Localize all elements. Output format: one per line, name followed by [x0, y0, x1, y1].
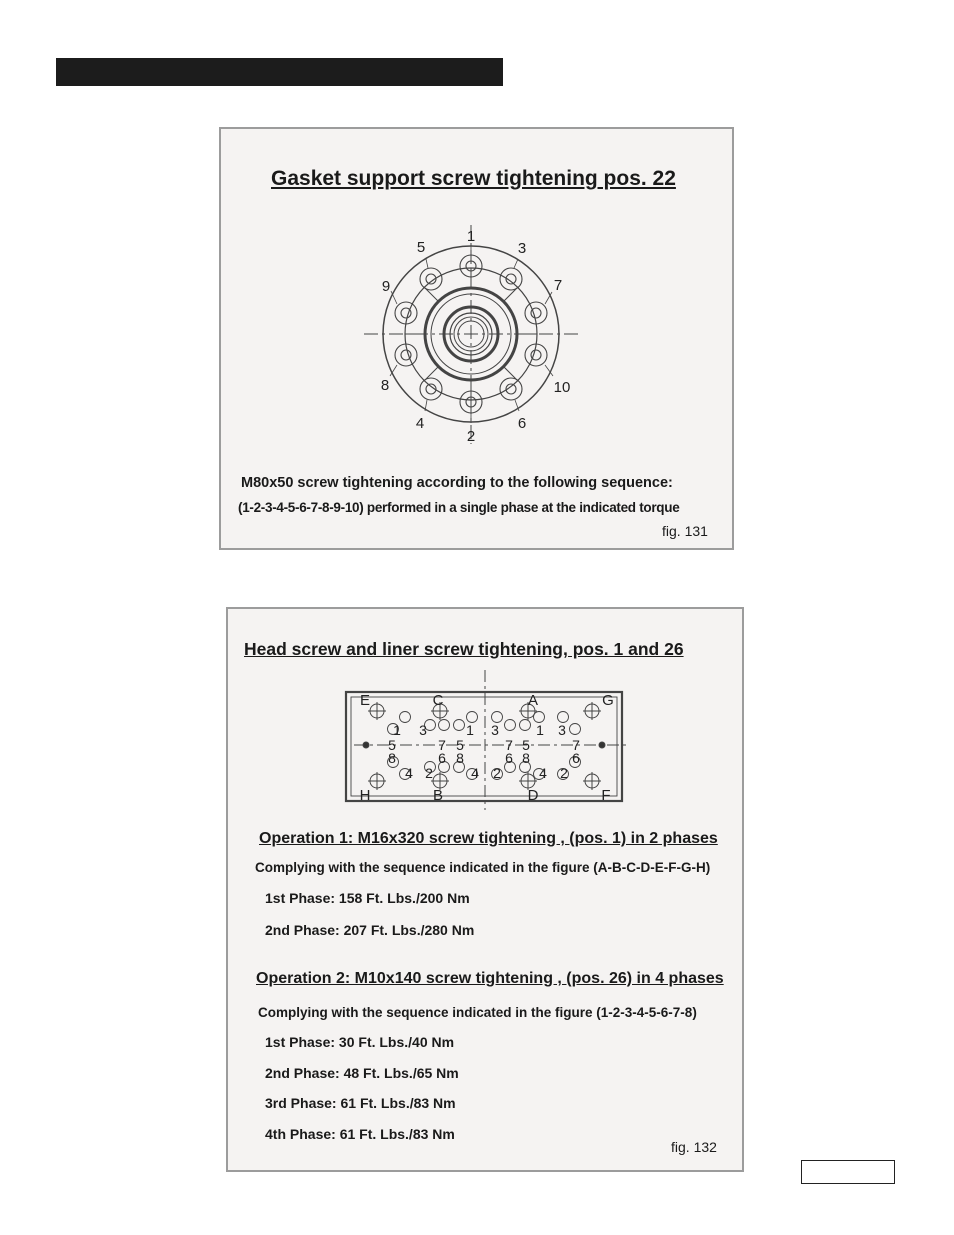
page-number-box	[801, 1160, 895, 1184]
liner-screw-number: 5	[522, 737, 530, 753]
liner-screw-number: 5	[456, 737, 464, 753]
liner-screw-number: 5	[388, 737, 396, 753]
liner-screw-number: 2	[560, 765, 568, 781]
screw-number: 2	[466, 428, 476, 445]
figure-131-title: Gasket support screw tightening pos. 22	[271, 167, 676, 190]
liner-screw-number: 7	[572, 737, 580, 753]
operation-2-title: Operation 2: M10x140 screw tightening , (pos. 26) in 4 phases	[256, 970, 724, 987]
figure-131-caption: fig. 131	[662, 523, 708, 539]
operation-2-phase: 4th Phase: 61 Ft. Lbs./83 Nm	[265, 1126, 455, 1142]
head-screw-label: F	[601, 787, 611, 804]
liner-screw-number: 1	[536, 722, 544, 738]
operation-1-phase: 2nd Phase: 207 Ft. Lbs./280 Nm	[265, 922, 475, 938]
head-screw-label: D	[527, 787, 539, 804]
liner-screw-number: 2	[425, 765, 433, 781]
liner-screw-number: 3	[419, 722, 427, 738]
head-screw-label: B	[432, 787, 444, 804]
screw-number: 10	[553, 379, 571, 396]
screw-number: 4	[415, 415, 425, 432]
screw-number: 1	[466, 228, 476, 245]
screw-number: 8	[380, 377, 390, 394]
operation-1-sequence: Complying with the sequence indicated in the figure (A-B-C-D-E-F-G-H)	[255, 860, 711, 875]
liner-screw-number: 7	[438, 737, 446, 753]
liner-screw-number: 7	[505, 737, 513, 753]
liner-screw-number: 6	[572, 750, 580, 766]
operation-2-phase: 2nd Phase: 48 Ft. Lbs./65 Nm	[265, 1065, 459, 1081]
liner-screw-number: 3	[491, 722, 499, 738]
liner-screw-number: 1	[393, 722, 401, 738]
liner-screw-number: 6	[505, 750, 513, 766]
liner-screw-number: 4	[471, 765, 479, 781]
liner-screw-number: 4	[405, 765, 413, 781]
liner-screw-number: 4	[539, 765, 547, 781]
liner-screw-number: 8	[388, 750, 396, 766]
head-screw-label: A	[527, 692, 539, 709]
liner-screw-number: 2	[493, 765, 501, 781]
head-screw-label: H	[359, 787, 371, 804]
liner-screw-number: 6	[438, 750, 446, 766]
figure-132-caption: fig. 132	[671, 1139, 717, 1155]
head-screw-label: G	[602, 692, 614, 709]
liner-screw-number: 3	[558, 722, 566, 738]
figure-132-title: Head screw and liner screw tightening, pos. 1 and 26	[244, 639, 684, 659]
liner-screw-number: 8	[456, 750, 464, 766]
operation-2-phase: 1st Phase: 30 Ft. Lbs./40 Nm	[265, 1034, 455, 1050]
figure-131	[219, 127, 734, 550]
head-screw-label: C	[432, 692, 444, 709]
operation-1-phase: 1st Phase: 158 Ft. Lbs./200 Nm	[265, 890, 470, 906]
operation-1-title: Operation 1: M16x320 screw tightening , (pos. 1) in 2 phases	[259, 830, 718, 847]
operation-2-sequence: Complying with the sequence indicated in the figure (1-2-3-4-5-6-7-8)	[258, 1005, 697, 1020]
figure-132	[226, 607, 744, 1172]
screw-number: 5	[416, 239, 426, 256]
figure-131-text-line2: (1-2-3-4-5-6-7-8-9-10) performed in a single phase at the indicated torque	[238, 500, 680, 515]
liner-screw-number: 1	[466, 722, 474, 738]
screw-number: 3	[517, 240, 527, 257]
operation-2-phase: 3rd Phase: 61 Ft. Lbs./83 Nm	[265, 1095, 456, 1111]
head-screw-label: E	[359, 692, 371, 709]
screw-number: 6	[517, 415, 527, 432]
screw-number: 9	[381, 278, 391, 295]
screw-number: 7	[553, 277, 563, 294]
section-header-bar	[56, 58, 503, 86]
liner-screw-number: 8	[522, 750, 530, 766]
figure-131-text-line1: M80x50 screw tightening according to the following sequence:	[241, 475, 673, 491]
